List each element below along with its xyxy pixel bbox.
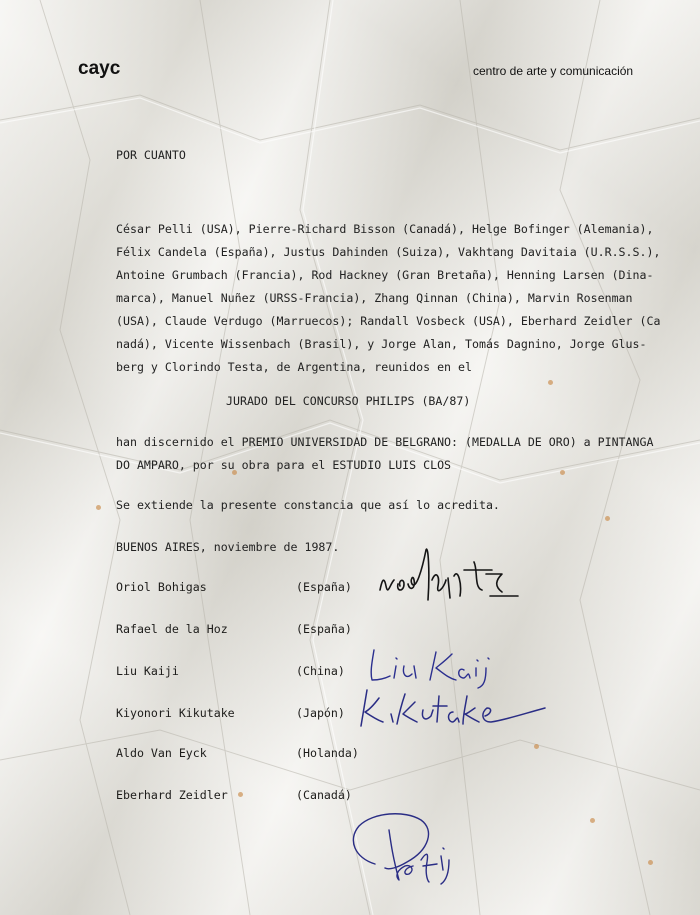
paper-stain [96, 505, 101, 510]
opening-line: POR CUANTO [116, 148, 186, 162]
signatory-name: Aldo Van Eyck [116, 746, 207, 760]
signatory-country: (Canadá) [296, 788, 352, 802]
signatory-row [0, 622, 700, 638]
signatory-name: Liu Kaiji [116, 664, 179, 678]
organization-name: centro de arte y comunicación [473, 64, 634, 78]
signatory-name: Kiyonori Kikutake [116, 706, 235, 720]
signatory-row [0, 706, 700, 722]
signatory-country: (España) [296, 622, 352, 636]
cayc-logo: cayc [78, 58, 121, 79]
signatory-country: (España) [296, 580, 352, 594]
signatory-row [0, 580, 700, 596]
signatory-name: Oriol Bohigas [116, 580, 207, 594]
paper-stain [548, 380, 553, 385]
body-line: marca), Manuel Nuñez (URSS-Francia), Zhang Qinnan (China), Marvin Rosenman [116, 291, 633, 305]
signatory-name: Eberhard Zeidler [116, 788, 228, 802]
signatory-row [0, 746, 700, 762]
signatory-row [0, 788, 700, 804]
body-line: Félix Candela (España), Justus Dahinden (Suiza), Vakhtang Davitaia (U.R.S.S.), [116, 245, 661, 259]
body-line: (USA), Claude Verdugo (Marruecos); Randall Vosbeck (USA), Eberhard Zeidler (Ca [116, 314, 661, 328]
body-line: berg y Clorindo Testa, de Argentina, reunidos en el [116, 360, 472, 374]
signature-liu-kaiji [360, 640, 510, 690]
body-line: nadá), Vicente Wissenbach (Brasil), y Jorge Alan, Tomás Dagnino, Jorge Glus- [116, 337, 647, 351]
place-date: BUENOS AIRES, noviembre de 1987. [116, 540, 340, 554]
signature-zeidler [345, 810, 475, 890]
award-line: DO AMPARO, por su obra para el ESTUDIO LUIS CLOS [116, 458, 452, 472]
paper-stain [560, 470, 565, 475]
signatory-country: (China) [296, 664, 345, 678]
signatory-name: Rafael de la Hoz [116, 622, 228, 636]
signature-bohigas [370, 540, 530, 610]
paper-stain [590, 818, 595, 823]
signatory-country: (Holanda) [296, 746, 359, 760]
signatory-country: (Japón) [296, 706, 345, 720]
jury-title: JURADO DEL CONCURSO PHILIPS (BA/87) [226, 394, 471, 408]
signatory-row [0, 664, 700, 680]
paper-stain [605, 516, 610, 521]
closing-line: Se extiende la presente constancia que así lo acredita. [116, 498, 500, 512]
paper-stain [648, 860, 653, 865]
signature-kikutake [355, 684, 555, 734]
award-line: han discernido el PREMIO UNIVERSIDAD DE BELGRANO: (MEDALLA DE ORO) a PINTANGA [116, 435, 654, 449]
body-line: César Pelli (USA), Pierre-Richard Bisson (Canadá), Helge Bofinger (Alemania), [116, 222, 654, 236]
body-line: Antoine Grumbach (Francia), Rod Hackney (Gran Bretaña), Henning Larsen (Dina- [116, 268, 654, 282]
